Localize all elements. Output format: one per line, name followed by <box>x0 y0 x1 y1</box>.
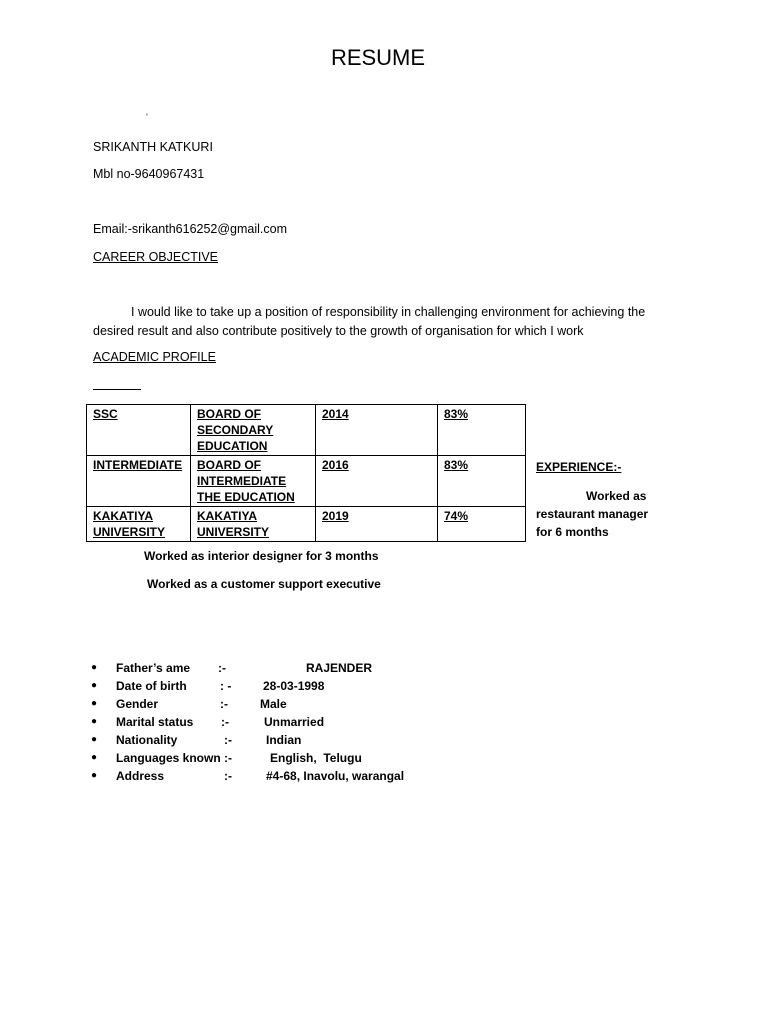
bullet-icon: ● <box>91 734 98 745</box>
bullet-icon: ● <box>91 698 98 709</box>
detail-separator: : - <box>220 679 232 693</box>
experience-heading: EXPERIENCE:- <box>536 460 622 474</box>
heading-underline <box>93 389 141 390</box>
table-row <box>87 405 526 456</box>
bullet-icon: ● <box>91 716 98 727</box>
detail-key: Father’s ame <box>116 661 191 675</box>
academic-table <box>86 404 526 542</box>
table-cell: 74% <box>438 507 526 542</box>
email-address: Email:-srikanth616252@gmail.com <box>93 222 288 236</box>
detail-separator: :- <box>224 751 232 765</box>
detail-value: Indian <box>266 733 302 747</box>
candidate-name: SRIKANTH KATKURI <box>93 140 213 154</box>
table-cell: BOARD OF INTERMEDIATE THE EDUCATION <box>191 456 316 507</box>
table-row <box>87 456 526 507</box>
table-cell: KAKATIYA UNIVERSITY <box>191 507 316 542</box>
mobile-number: Mbl no-9640967431 <box>93 167 205 181</box>
detail-key: Gender <box>116 697 159 711</box>
detail-value: 28-03-1998 <box>263 679 325 693</box>
table-cell: INTERMEDIATE <box>87 456 191 507</box>
stray-mark: ‘ <box>146 112 148 122</box>
table-cell: SSC <box>87 405 191 456</box>
detail-value: Unmarried <box>264 715 325 729</box>
detail-value: English, Telugu <box>270 751 362 765</box>
table-cell: 2019 <box>316 507 438 542</box>
detail-value: RAJENDER <box>306 661 376 675</box>
table-row <box>87 507 526 542</box>
detail-key: Nationality <box>116 733 178 747</box>
detail-separator: :- <box>224 733 232 747</box>
table-cell: KAKATIYA UNIVERSITY <box>87 507 191 542</box>
career-objective-text: I would like to take up a position of responsibility in challenging environment for achieving the desired result and also contribute positively to the growth of organisation for which I work <box>93 305 646 338</box>
detail-separator: :- <box>221 715 229 729</box>
table-cell: 83% <box>438 456 526 507</box>
detail-separator: :- <box>218 661 226 675</box>
detail-key: Date of birth <box>116 679 187 693</box>
detail-separator: :- <box>224 769 232 783</box>
detail-key: Address <box>116 769 165 783</box>
career-objective-heading: CAREER OBJECTIVE <box>93 250 219 264</box>
resume-title: RESUME <box>330 45 426 70</box>
detail-value: #4-68, Inavolu, warangal <box>266 769 405 783</box>
work-line: Worked as interior designer for 3 months <box>144 549 379 563</box>
table-cell: BOARD OF SECONDARY EDUCATION <box>191 405 316 456</box>
detail-separator: :- <box>220 697 228 711</box>
detail-key: Languages known <box>116 751 221 765</box>
table-cell: 83% <box>438 405 526 456</box>
detail-value: Male <box>260 697 287 711</box>
table-cell: 2016 <box>316 456 438 507</box>
bullet-icon: ● <box>91 662 98 673</box>
table-cell: 2014 <box>316 405 438 456</box>
bullet-icon: ● <box>91 770 98 781</box>
experience-text: Worked as restaurant manager for 6 months <box>536 489 649 539</box>
bullet-icon: ● <box>91 752 98 763</box>
work-line: Worked as a customer support executive <box>147 577 381 591</box>
academic-profile-heading: ACADEMIC PROFILE <box>93 350 216 364</box>
bullet-icon: ● <box>91 680 98 691</box>
detail-key: Marital status <box>116 715 194 729</box>
